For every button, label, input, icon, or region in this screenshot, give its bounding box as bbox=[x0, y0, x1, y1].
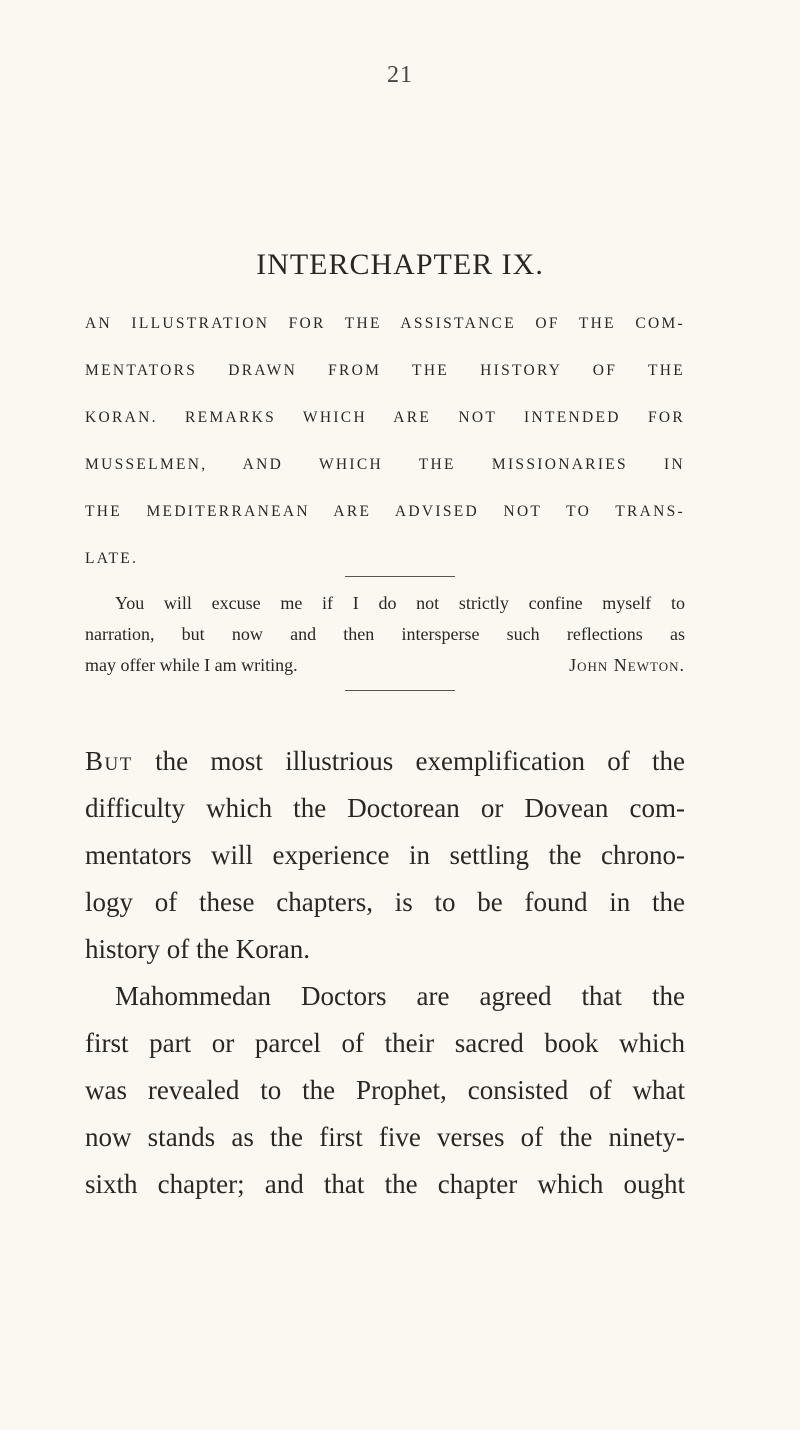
chapter-summary bbox=[85, 300, 685, 582]
lead-word: But bbox=[85, 746, 133, 776]
summary-line: MUSSELMEN, AND WHICH THE MISSIONARIES IN bbox=[85, 456, 685, 473]
paragraph-line: sixth chapter; and that the chapter which ought bbox=[85, 1169, 685, 1199]
paragraph-line: first part or parcel of their sacred book which bbox=[85, 1028, 685, 1058]
summary-line: AN ILLUSTRATION FOR THE ASSISTANCE OF THE COM- bbox=[85, 315, 685, 332]
summary-line: THE MEDITERRANEAN ARE ADVISED NOT TO TRANS- bbox=[85, 503, 685, 520]
paragraph-line: logy of these chapters, is to be found in the bbox=[85, 887, 685, 917]
epigraph bbox=[85, 588, 685, 681]
paragraph-text: the most illustrious exemplification of the bbox=[155, 746, 686, 776]
epigraph-line: You will excuse me if I do not strictly confine myself to bbox=[115, 593, 685, 613]
epigraph-line: narration, but now and then intersperse such reflections as bbox=[85, 624, 685, 644]
paragraph-line: was revealed to the Prophet, consisted of what bbox=[85, 1075, 685, 1105]
epigraph-last-row bbox=[85, 650, 685, 681]
paragraph-line: Mahommedan Doctors are agreed that the bbox=[115, 981, 685, 1011]
chapter-title: INTERCHAPTER IX. bbox=[256, 248, 544, 281]
divider-rule bbox=[345, 690, 455, 691]
summary-line: LATE. bbox=[85, 550, 139, 567]
epigraph-line: may offer while I am writing. bbox=[85, 655, 298, 675]
divider-rule bbox=[345, 576, 455, 577]
epigraph-attribution: John Newton. bbox=[569, 655, 685, 675]
paragraph-line: history of the Koran. bbox=[85, 934, 310, 964]
paragraph-line bbox=[85, 738, 685, 785]
paragraph-line: now stands as the first five verses of the ninety- bbox=[85, 1122, 685, 1152]
paragraph-line: mentators will experience in settling the chrono- bbox=[85, 840, 685, 870]
summary-line: MENTATORS DRAWN FROM THE HISTORY OF THE bbox=[85, 362, 685, 379]
body-text bbox=[85, 738, 685, 1208]
summary-line: KORAN. REMARKS WHICH ARE NOT INTENDED FOR bbox=[85, 409, 685, 426]
page-number: 21 bbox=[387, 62, 413, 88]
paragraph-line: difficulty which the Doctorean or Dovean com- bbox=[85, 793, 685, 823]
